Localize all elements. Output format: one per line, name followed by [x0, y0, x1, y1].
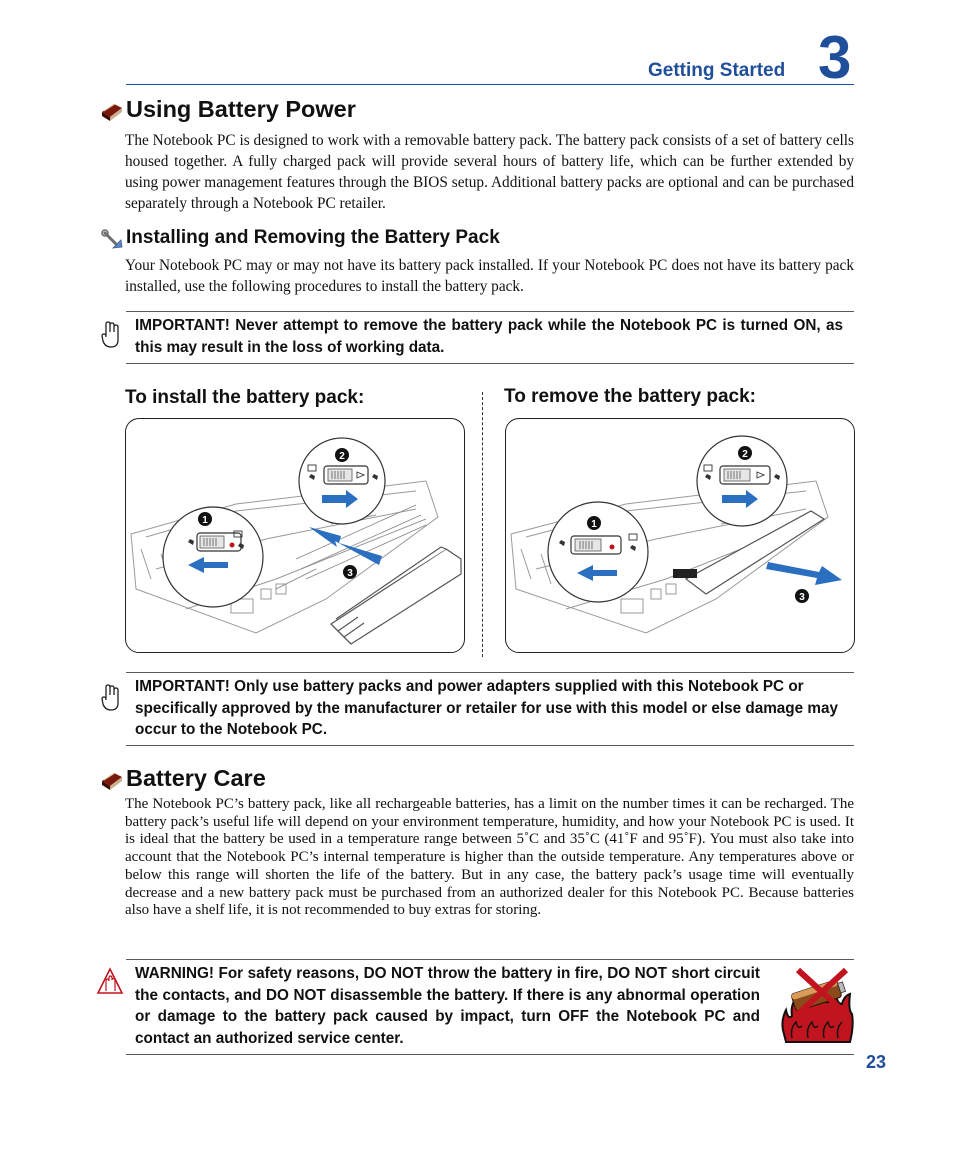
warning-triangle-icon: [96, 966, 124, 996]
important1-text: IMPORTANT! Never attempt to remove the battery pack while the Notebook PC is turned ON, as this may result in the loss of working data.: [135, 317, 843, 356]
column-divider: [482, 392, 483, 657]
section-title-battery-care: Battery Care: [126, 765, 266, 791]
important2-top-rule: [126, 672, 854, 673]
book-icon: [100, 769, 124, 791]
remove-step-3: 3: [799, 592, 805, 603]
section-title-battery-power: Using Battery Power: [126, 96, 356, 122]
header-rule: [126, 84, 854, 85]
important2-text: IMPORTANT! Only use battery packs and power adapters supplied with this Notebook PC or specifically approved by the manufacturer or retailer for use with this model or else damage may occur to the Notebook PC.: [135, 678, 839, 738]
install-step-2: 2: [339, 451, 345, 462]
section-body-battery-care: The Notebook PC’s battery pack, like all rechargeable batteries, has a limit on the number times it can be recharged. The battery pack’s useful life will depend on your environment temperature, humidity, and how your Notebook PC is used. It is ideal that the battery be used in a temperature range between 5˚C and 35˚C (41˚F and 95˚F). You must also take into account that the Notebook PC’s internal temperature is higher than the outside temperature. Any temperatures above or below this range will shorten the life of the battery. But in any case, the battery pack’s usage time will eventually decrease and a new battery pack must be purchased from an authorized dealer for this Notebook PC. Because batteries also have a shelf life, it is not recommended to buy extras for storing.: [125, 796, 854, 919]
remove-step-2: 2: [742, 449, 748, 460]
install-step-1: 1: [202, 515, 208, 526]
hand-icon: [100, 320, 122, 350]
hand-icon: [100, 683, 122, 713]
section-body-battery-power: The Notebook PC is designed to work with a removable battery pack. The battery pack consists of a set of battery cells housed together. A fully charged pack will provide several hours of battery life, which can be further extended by using power management features through the BIOS setup. Additional battery packs are optional and can be purchased separately through a Notebook PC retailer.: [125, 132, 854, 212]
pull-out-arrow: [766, 562, 842, 585]
warning-bottom-rule: [126, 1054, 854, 1055]
page-number: 23: [866, 1052, 887, 1072]
chapter-title: Getting Started: [648, 60, 786, 81]
no-fire-icon: [778, 964, 858, 1046]
install-step-3: 3: [347, 568, 353, 579]
remove-step-1: 1: [591, 519, 597, 530]
insert-arrow: [309, 527, 382, 565]
important1-top-rule: [126, 311, 854, 312]
subsection-title: Installing and Removing the Battery Pack: [126, 227, 500, 248]
warning-top-rule: [126, 959, 854, 960]
important1-bottom-rule: [126, 363, 854, 364]
subsection-body: Your Notebook PC may or may not have its battery pack installed. If your Notebook PC does not have its battery pack installed, use the following procedures to install the battery pack.: [125, 257, 854, 295]
pencil-tool-icon: [101, 229, 123, 251]
remove-title: To remove the battery pack:: [504, 386, 757, 407]
important2-bottom-rule: [126, 745, 854, 746]
warning-text: WARNING! For safety reasons, DO NOT throw the battery in fire, DO NOT short circuit the contacts, and DO NOT disassemble the battery. If there is any abnormal operation or damage to the battery pack caused by impact, turn OFF the Notebook PC and contact an authorized service center.: [135, 965, 760, 1047]
chapter-number: 3: [818, 24, 852, 91]
remove-illustration: [505, 418, 855, 653]
install-illustration: [125, 418, 465, 653]
book-icon: [100, 100, 124, 122]
install-title: To install the battery pack:: [125, 387, 365, 408]
